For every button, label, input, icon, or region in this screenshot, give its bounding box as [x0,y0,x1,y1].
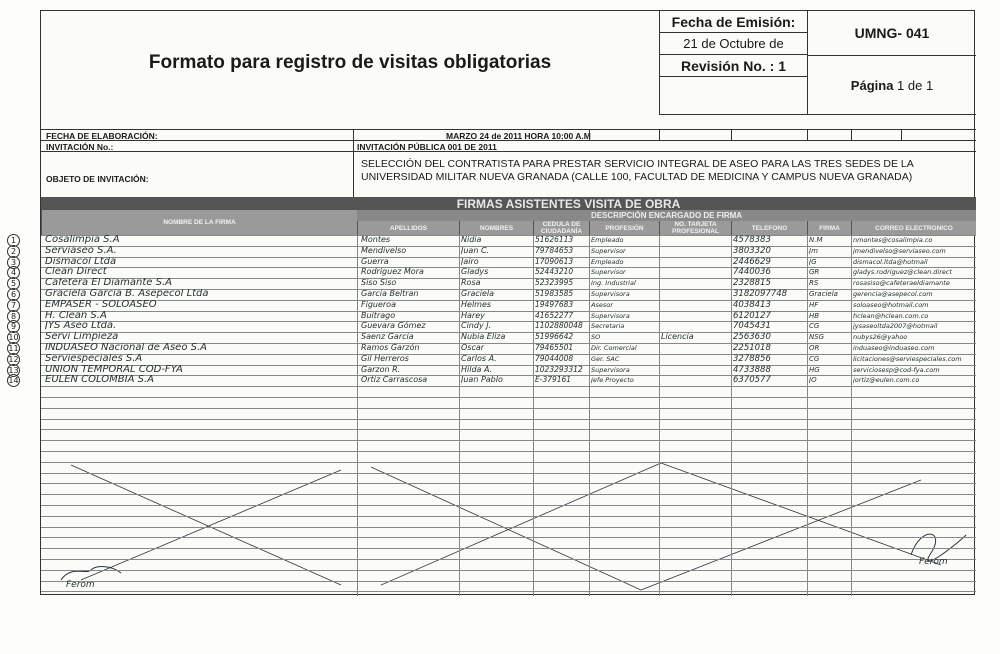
grid-col-line [807,235,808,596]
col-telefono: TELEFONO [731,221,807,235]
invitacion-label: INVITACIÓN No.: [46,142,114,152]
cell-telefono: 6120127 [733,310,771,321]
cell-telefono: 4038413 [733,299,771,310]
col-profesion: PROFESIÓN [589,221,659,235]
cell-telefono: 2328815 [733,278,771,289]
cell-cedula: 17090613 [535,256,574,266]
cell-correo: induaseo@induaseo.com [853,344,935,352]
grid-col-line [659,235,660,596]
cell-nombres: Carlos A. [461,353,497,363]
cell-correo: soloaseo@hotmail.com [853,300,929,309]
cell-profesion: Secretaria [591,322,625,331]
cell-correo: jmendivelso@serviaseo.com [853,246,946,255]
grid-col-line [731,235,732,596]
cell-profesion: Supervisora [591,311,630,320]
cell-sign: HF [809,300,819,309]
cell-cedula: 19497683 [535,299,574,309]
row-number: 9 [7,320,20,333]
objeto-line-1: SELECCIÓN DEL CONTRATISTA PARA PRESTAR SERVICIO INTEGRAL DE ASEO PARA LAS TRES SEDES DE LA [361,158,914,170]
cell-firma: H. Clean S.A [45,310,107,321]
objeto-line-2: UNIVERSIDAD MILITAR NUEVA GRANADA (CALLE 100, FACULTAD DE MEDICINA Y CAMPUS NUEVA GRANADA) [361,171,913,183]
cell-correo: jysaseoltda2007@hotmail [853,322,938,331]
grid-col-line [357,235,358,596]
row-number: 1 [7,234,20,247]
objeto-row [41,151,976,197]
grid-row-line [41,419,976,420]
cell-apellidos: Mendivelso [361,245,407,255]
grid-row-line [41,429,976,430]
cell-cedula: 1102880048 [535,321,583,331]
grid-row-line [41,397,976,398]
cell-nombres: Oscar [461,343,485,352]
cell-cedula: 52443210 [535,267,574,277]
cell-apellidos: Buitrago [361,310,396,320]
cell-nombres: Nidia [461,235,482,244]
cell-cedula: 51983585 [535,289,574,298]
cell-telefono: 2251018 [733,343,771,353]
grid-row-line [41,591,976,592]
cell-sign: JG [809,257,817,266]
encargado-subtitle: DESCRIPCIÓN ENCARGADO DE FIRMA [357,210,976,221]
grid-row-line [41,581,976,582]
grid-row-line [41,559,976,560]
col-nombres: NOMBRES [459,221,533,235]
cell-correo: gerencia@asepecol.com [853,290,933,298]
row-number: 11 [8,344,19,353]
cell-sign: Graciela [809,290,838,298]
cell-firma: Cosalimpia S.A [45,235,120,245]
cell-apellidos: Siso Siso [361,278,397,288]
cell-firma: Dismacol Ltda [45,256,117,267]
cell-sign: RS [809,279,819,288]
cell-sign: HB [809,311,820,320]
cell-apellidos: Rodriguez Mora [361,267,424,277]
grid-col-line [533,235,534,596]
cell-telefono: 4578383 [733,235,771,245]
cell-cedula: 41652277 [535,310,574,320]
cell-profesion: SO [591,333,601,342]
cell-apellidos: Ramos Garzón [361,343,420,352]
cell-telefono: 7440036 [733,267,771,278]
cell-telefono: 2563630 [733,332,771,343]
cell-telefono: 7045431 [733,321,771,332]
cell-nombres: Juan C. [461,245,490,255]
cell-firma: Cafetera El Diamante S.A [45,278,172,289]
cell-correo: jortiz@eulen.com.co [853,376,920,385]
cell-telefono: 4733888 [733,364,771,375]
col-nombre-firma: NOMBRE DE LA FIRMA [41,210,357,235]
cell-correo: nmontes@cosalimpia.co [853,236,933,244]
cell-apellidos: Guerra [361,256,389,266]
cell-sign: CG [809,354,820,363]
cell-apellidos: Saenz Garcia [361,332,414,342]
row-number: 14 [8,376,19,386]
cell-correo: dismacol.ltda@hotmail [853,257,928,266]
cell-sign: Jm [809,246,818,255]
grid-row-line [41,408,976,409]
cell-nombres: Juan Pablo [461,375,503,385]
cell-cedula: E-379161 [535,375,572,385]
cell-sign: CG [809,322,820,331]
document-code: UMNG- 041 [807,11,976,55]
cell-cedula: 1023293312 [535,364,583,374]
cell-firma: Clean Direct [45,267,107,278]
cell-profesion: Jefe Proyecto [591,376,634,385]
cell-profesion: Supervisora [591,365,630,374]
cell-nombres: Gladys [461,267,489,277]
cell-telefono: 3278856 [733,353,771,364]
row-number: 3 [7,256,20,269]
invitacion-row [41,140,976,151]
grid-col-line [459,235,460,596]
row-number: 12 [8,354,19,364]
cell-cedula: 52323995 [535,278,574,288]
cell-apellidos: Gil Herreros [361,353,409,363]
cell-correo: hclean@hclean.com.co [853,311,929,320]
cell-nombres: Nubia Eliza [461,332,506,342]
cell-nombres: Jairo [461,256,479,266]
cell-correo: nubys26@yahoo [853,333,908,342]
grid-row-line [41,570,976,571]
cell-sign: HG [809,365,820,374]
grid-row-line [41,516,976,517]
cell-firma: Servi Limpieza [45,332,119,343]
col-firma: FIRMA [807,221,851,235]
row-number: 4 [7,266,20,279]
cell-apellidos: Garcia Beltran [361,289,419,298]
page-number [807,55,976,115]
cell-cedula: 79044008 [535,353,574,363]
invitacion-value: INVITACIÓN PÚBLICA 001 DE 2011 [357,142,497,152]
cell-sign: OR [809,344,820,352]
cell-nombres: Cindy J. [461,321,492,331]
grid-row-line [41,548,976,549]
grid-row-line [41,505,976,506]
cell-correo: rosasiso@cafeteraeldiamante [853,279,950,288]
fecha-elaboracion-value: MARZO 24 de 2011 HORA 10:00 A.M [446,131,591,141]
cell-telefono: 2446629 [733,256,771,267]
page-prefix: Página [850,77,894,93]
grid-row-line [41,386,976,387]
cell-profesion: Dir. Comercial [591,344,637,352]
cell-nombres: Hilda A. [461,364,493,374]
cell-cedula: 79465501 [535,343,574,352]
cell-cedula: 79784653 [535,245,574,255]
cell-profesion: Empleado [591,236,624,244]
row-number: 8 [7,310,20,323]
cell-sign: N.M [809,236,823,244]
col-cedula: CEDULA DE CIUDADANÍA [533,221,589,235]
cell-firma: JYS Aseo Ltda. [45,321,117,332]
cell-profesion: Asesor [591,300,613,309]
cell-nombres: Graciela [461,289,495,298]
grid-row-line [41,451,976,452]
section-title: FIRMAS ASISTENTES VISITA DE OBRA [41,197,976,210]
col-correo: CORREO ELECTRONICO [851,221,976,235]
cell-apellidos: Guevara Gómez [361,321,426,331]
grid-col-line [851,235,852,596]
cell-profesion: Supervisora [591,290,630,298]
cell-correo: serviciosesp@cod-fya.com [853,365,940,374]
document-title: Formato para registro de visitas obligatorias [41,11,660,115]
fecha-emision-value: 21 de Octubre de [659,33,807,55]
grid-row-line [41,440,976,441]
cell-profesion: Empleado [591,257,624,266]
cell-firma: Graciela Garcia B. Asepecol Ltda [45,289,209,299]
revision-number: Revisión No. : 1 [659,55,807,77]
row-number: 2 [7,245,20,258]
row-number: 5 [7,277,20,290]
grid-row-line [41,494,976,495]
col-tarjeta: NO. TARJETA PROFESIONAL [659,221,731,235]
cell-telefono: 3182097748 [733,289,788,299]
cell-profesion: Supervisor [591,246,626,255]
cell-nombres: Rosa [461,278,481,288]
cell-cedula: 51626113 [535,235,574,244]
cell-apellidos: Ortiz Carrascosa [361,375,428,385]
objeto-value [361,158,914,184]
grid-row-line [41,462,976,463]
cell-cedula: 51996642 [535,332,574,342]
row-number: 7 [7,299,20,312]
cell-sign: GR [809,268,820,277]
cell-firma: UNION TEMPORAL COD-FYA [45,364,183,375]
cell-firma: EULEN COLOMBIA S.A [45,375,154,386]
cell-telefono: 6370577 [733,375,771,386]
cell-firma: INDUASEO Nacional de Aseo S.A [45,343,207,353]
cell-tarjeta: Licencia [661,332,694,342]
fecha-emision-label: Fecha de Emisión: [659,11,807,33]
header-blank [659,77,807,115]
cell-telefono: 3803320 [733,245,771,256]
cell-correo: gladys.rodriguez@clean.direct [853,268,953,277]
cell-apellidos: Montes [361,235,391,244]
grid-row-line [41,473,976,474]
cell-sign: JO [809,376,817,385]
cell-apellidos: Figueroa [361,299,396,309]
grid-row-line [41,537,976,538]
footer-signature-left: Ferom [66,580,95,590]
footer-signature-right: Ferom [919,557,948,567]
cell-correo: licitaciones@serviespeciales.com [853,354,962,363]
cell-sign: NSG [809,333,825,342]
grid-row-line [41,483,976,484]
row-number: 13 [8,365,19,375]
cell-firma: Serviaseo S.A. [45,245,117,256]
cell-profesion: Ing. Industrial [591,279,636,288]
registration-sheet [8,10,975,595]
fecha-elaboracion-label: FECHA DE ELABORACIÓN: [46,131,158,141]
cell-firma: EMPASER - SOLOASEO [45,299,157,310]
page-count: 1 de 1 [897,77,934,93]
document-header [41,11,976,119]
cell-profesion: Supervisor [591,268,626,277]
cell-nombres: Helmes [461,299,492,309]
fecha-elaboracion-row [41,129,976,140]
grid-row-line [41,527,976,528]
visits-table [8,235,976,596]
objeto-label: OBJETO DE INVITACIÓN: [46,174,149,184]
row-number: 6 [7,288,20,301]
cell-apellidos: Garzon R. [361,364,401,374]
cell-nombres: Harey [461,310,485,320]
row-number: 10 [8,333,19,343]
grid-col-line [589,235,590,596]
col-apellidos: APELLIDOS [357,221,459,235]
cell-firma: Serviespeciales S.A [45,353,143,364]
cell-profesion: Ger. SAC [591,354,620,363]
